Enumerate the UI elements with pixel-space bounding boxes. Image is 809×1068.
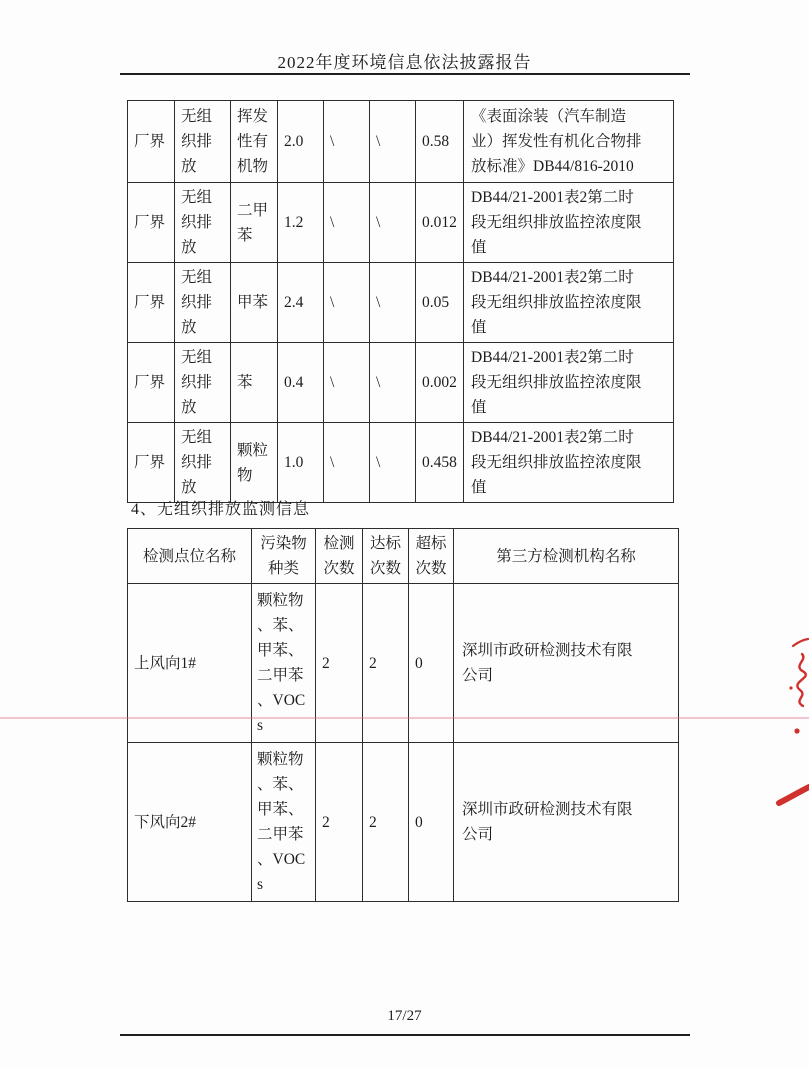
- column-header: 检测次数: [316, 529, 363, 584]
- footer-rule: [120, 1034, 690, 1036]
- table-cell: \: [324, 183, 370, 263]
- table-cell: 甲苯: [231, 263, 278, 343]
- standard-cell: DB44/21-2001表2第二时段无组织排放监控浓度限值: [464, 423, 674, 503]
- column-header: 达标次数: [363, 529, 409, 584]
- agency-cell: 深圳市政研检测技术有限公司: [454, 584, 679, 743]
- standard-cell: DB44/21-2001表2第二时段无组织排放监控浓度限值: [464, 263, 674, 343]
- table-row: [128, 263, 674, 343]
- table-cell: 无组织排放: [175, 101, 231, 183]
- red-scribble-mark: [793, 639, 808, 646]
- table-cell: 厂界: [128, 183, 175, 263]
- table-cell: 颗粒物: [231, 423, 278, 503]
- table-cell: \: [370, 343, 416, 423]
- table-cell: \: [370, 183, 416, 263]
- column-header: 第三方检测机构名称: [454, 529, 679, 584]
- pollutants-cell: 颗粒物、苯、甲苯、二甲苯、VOCs: [252, 584, 316, 743]
- pollutants-cell: 颗粒物、苯、甲苯、二甲苯、VOCs: [252, 743, 316, 902]
- table-cell: 无组织排放: [175, 343, 231, 423]
- table-cell: 二甲苯: [231, 183, 278, 263]
- red-dot-mark: [789, 686, 792, 689]
- table-cell: 厂界: [128, 423, 175, 503]
- table-cell: 2: [316, 743, 363, 902]
- table-cell: 0.458: [416, 423, 464, 503]
- footer-page-number: 17/27: [387, 1008, 422, 1024]
- column-header: 污染物种类: [252, 529, 316, 584]
- red-dot-mark: [794, 728, 799, 733]
- table-cell: 1.0: [278, 423, 324, 503]
- standard-cell: DB44/21-2001表2第二时段无组织排放监控浓度限值: [464, 183, 674, 263]
- table-cell: 厂界: [128, 343, 175, 423]
- table-cell: \: [324, 101, 370, 183]
- scan-line-artifact: [0, 717, 809, 719]
- column-header: 超标次数: [409, 529, 454, 584]
- table-row: [128, 743, 679, 902]
- table-cell: 0: [409, 743, 454, 902]
- table-cell: 0.58: [416, 101, 464, 183]
- table-cell: \: [324, 263, 370, 343]
- column-header: 检测点位名称: [128, 529, 252, 584]
- header-rule: [120, 73, 690, 75]
- table-cell: 无组织排放: [175, 263, 231, 343]
- table-cell: 0.002: [416, 343, 464, 423]
- table-cell: \: [370, 101, 416, 183]
- table-cell: 0: [409, 584, 454, 743]
- table-cell: 0.4: [278, 343, 324, 423]
- table-cell: 厂界: [128, 263, 175, 343]
- table-cell: 苯: [231, 343, 278, 423]
- monitor-point-cell: 下风向2#: [128, 743, 252, 902]
- red-stroke-mark: [779, 787, 809, 803]
- monitoring-info-table: [127, 528, 679, 902]
- table-cell: 2: [316, 584, 363, 743]
- table-row: [128, 183, 674, 263]
- monitor-point-cell: 上风向1#: [128, 584, 252, 743]
- table-row: [128, 101, 674, 183]
- table-cell: 2: [363, 584, 409, 743]
- page-title: 2022年度环境信息依法披露报告: [277, 53, 532, 72]
- standard-cell: 《表面涂装（汽车制造业）挥发性有机化合物排放标准》DB44/816-2010: [464, 101, 674, 183]
- table-cell: 0.012: [416, 183, 464, 263]
- red-scribble-mark: [797, 654, 805, 706]
- table-cell: 厂界: [128, 101, 175, 183]
- standard-cell: DB44/21-2001表2第二时段无组织排放监控浓度限值: [464, 343, 674, 423]
- table-cell: \: [370, 423, 416, 503]
- fugitive-emission-limits-table: [127, 100, 674, 503]
- table-cell: 无组织排放: [175, 423, 231, 503]
- table-cell: 无组织排放: [175, 183, 231, 263]
- table-cell: 0.05: [416, 263, 464, 343]
- table-cell: \: [324, 343, 370, 423]
- table-header-row: [128, 529, 679, 584]
- table-cell: \: [324, 423, 370, 503]
- table-cell: 挥发性有机物: [231, 101, 278, 183]
- section-heading: 4、无组织排放监测信息: [131, 501, 311, 518]
- table-row: [128, 584, 679, 743]
- table-cell: 2.0: [278, 101, 324, 183]
- agency-cell: 深圳市政研检测技术有限公司: [454, 743, 679, 902]
- table-cell: 2: [363, 743, 409, 902]
- table-cell: 2.4: [278, 263, 324, 343]
- table-cell: \: [370, 263, 416, 343]
- table-row: [128, 343, 674, 423]
- red-ink-marks: [762, 618, 809, 818]
- table-cell: 1.2: [278, 183, 324, 263]
- table-row: [128, 423, 674, 503]
